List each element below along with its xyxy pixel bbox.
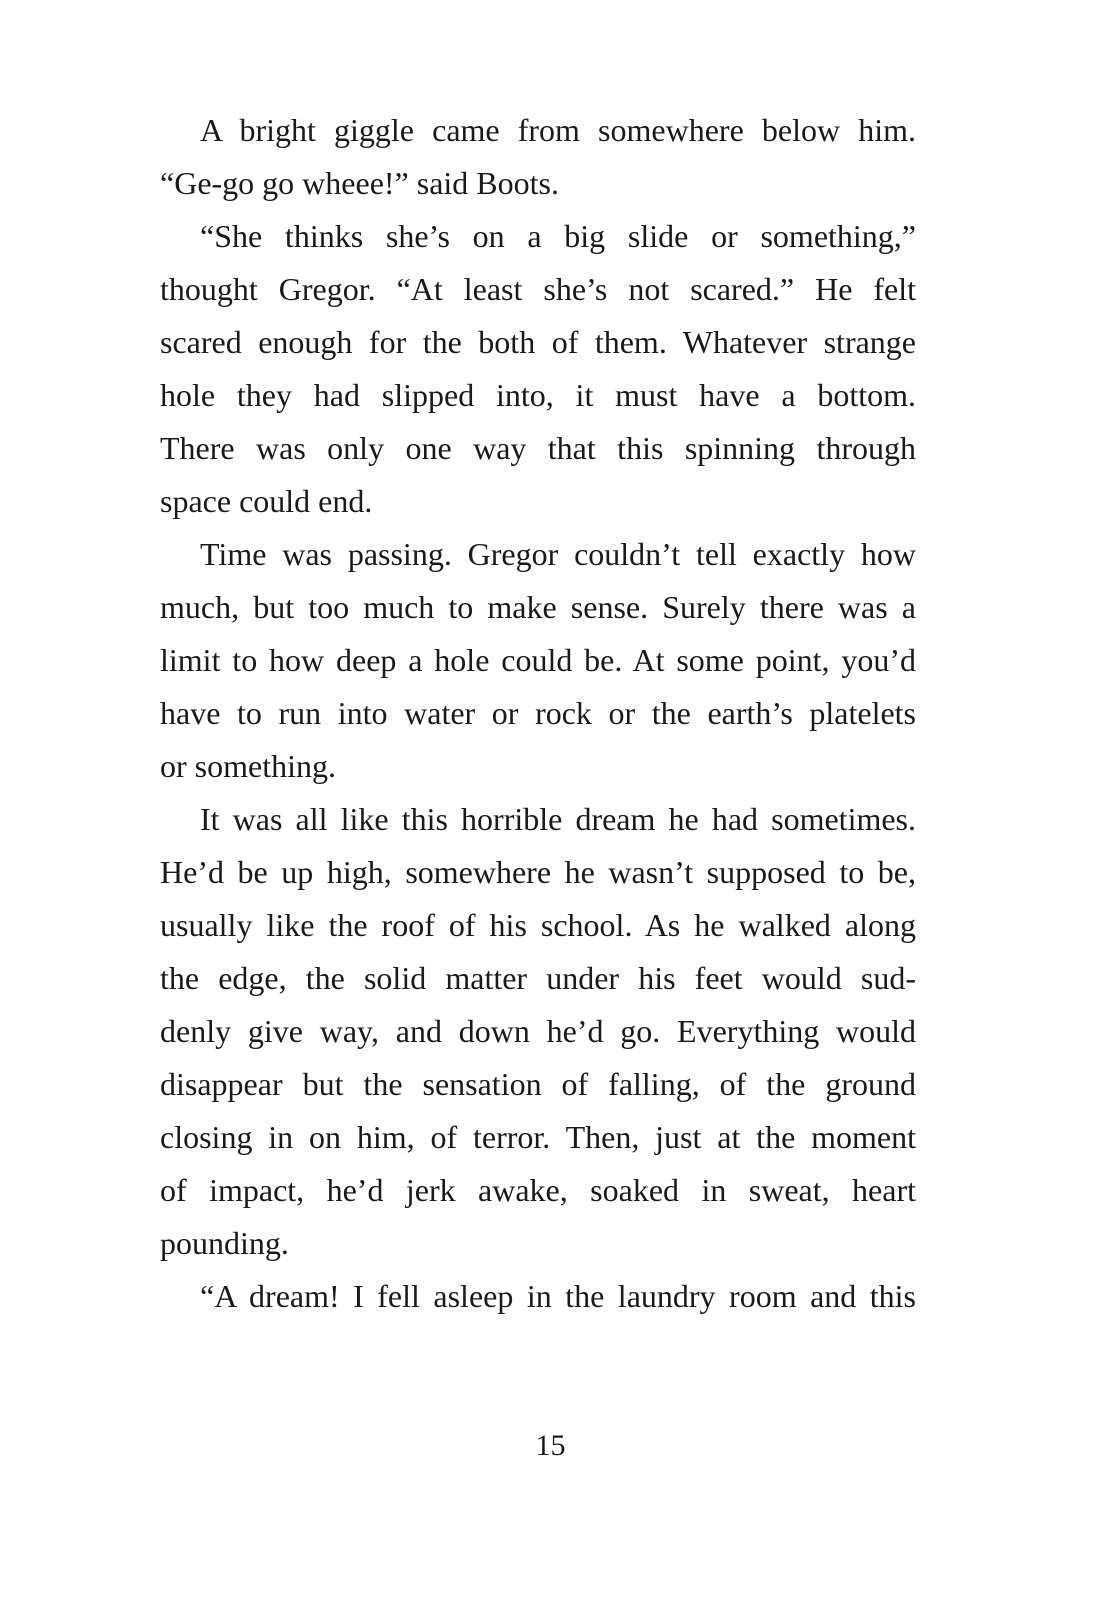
text-line: disappear but the sensation of falling, of the ground [160, 1066, 916, 1102]
text-line: much, but too much to make sense. Surely there was a [160, 589, 916, 625]
text-line: have to run into water or rock or the earth’s platelets [160, 695, 916, 731]
text-line: Time was passing. Gregor couldn’t tell exactly how [200, 536, 916, 572]
text-line: “Ge-go go wheee!” said Boots. [160, 165, 559, 201]
page-number: 15 [535, 1429, 566, 1462]
text-line: limit to how deep a hole could be. At some point, you’d [160, 642, 916, 678]
text-line: scared enough for the both of them. Whatever strange [160, 324, 916, 360]
text-line: thought Gregor. “At least she’s not scared.” He felt [160, 271, 916, 307]
text-line: It was all like this horrible dream he had sometimes. [200, 801, 916, 837]
text-line: denly give way, and down he’d go. Everything would [160, 1013, 916, 1049]
text-line: pounding. [160, 1225, 289, 1261]
text-line: or something. [160, 748, 336, 784]
text-line: There was only one way that this spinning through [160, 430, 916, 466]
text-line: usually like the roof of his school. As he walked along [160, 907, 916, 943]
text-line: of impact, he’d jerk awake, soaked in sweat, heart [160, 1172, 916, 1208]
text-line: “She thinks she’s on a big slide or something,” [200, 218, 916, 254]
body-text [160, 104, 916, 1323]
text-line: He’d be up high, somewhere he wasn’t supposed to be, [160, 854, 916, 890]
text-line: closing in on him, of terror. Then, just at the moment [160, 1119, 916, 1155]
text-line: the edge, the solid matter under his feet would sud- [160, 960, 916, 996]
text-line: space could end. [160, 483, 373, 519]
text-line: “A dream! I fell asleep in the laundry room and this [200, 1278, 916, 1314]
text-line: A bright giggle came from somewhere below him. [200, 112, 916, 148]
text-line: hole they had slipped into, it must have a bottom. [160, 377, 916, 413]
